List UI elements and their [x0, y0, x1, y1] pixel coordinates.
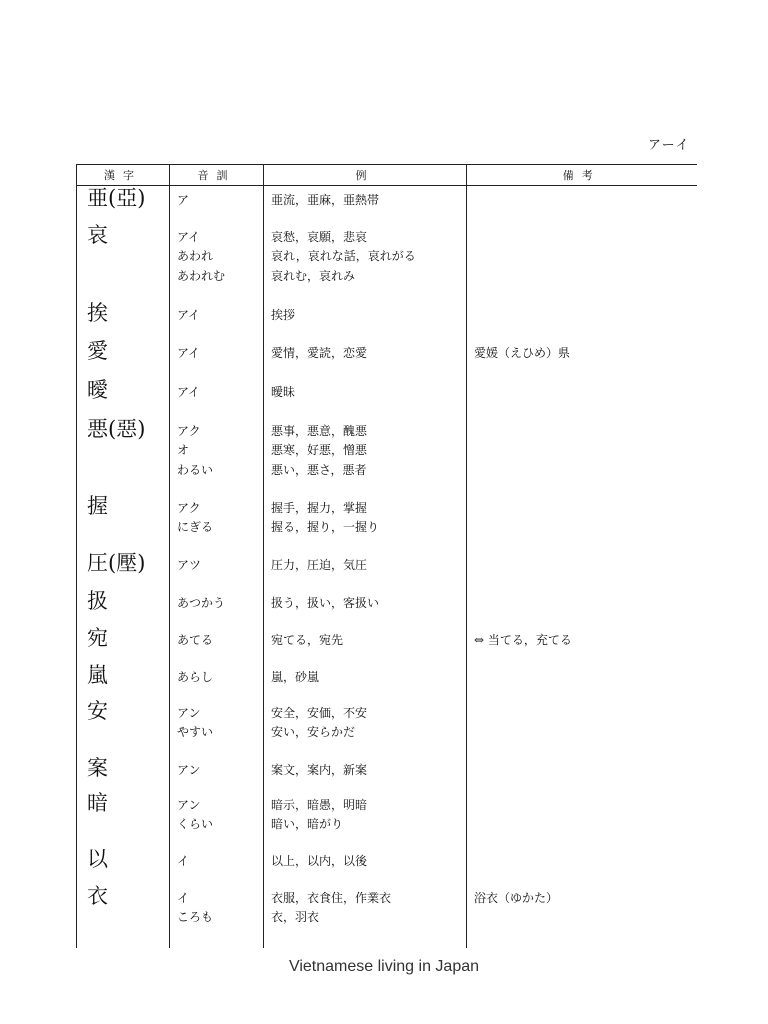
reading-cell: あらし — [170, 663, 264, 699]
table-header-row — [77, 165, 697, 186]
kanji-cell: 扱 — [77, 589, 170, 626]
notes-cell — [467, 791, 697, 847]
table-row — [77, 551, 697, 589]
examples-cell: 案文，案内，新案 — [264, 756, 467, 791]
column-header-reading: 音訓 — [170, 165, 264, 186]
kanji-cell: 圧(壓) — [77, 551, 170, 589]
kanji-cell: 嵐 — [77, 663, 170, 699]
reading-cell: あてる — [170, 626, 264, 663]
table-row — [77, 417, 697, 494]
reading-cell: あつかう — [170, 589, 264, 626]
notes-cell — [467, 223, 697, 301]
table-row — [77, 791, 697, 847]
notes-cell: 愛媛（えひめ）県 — [467, 339, 697, 378]
table-row — [77, 186, 697, 223]
notes-cell — [467, 551, 697, 589]
table-row — [77, 756, 697, 791]
reading-cell: イ ころも — [170, 884, 264, 948]
reading-cell: アク にぎる — [170, 494, 264, 551]
kanji-cell: 以 — [77, 847, 170, 884]
kanji-cell: 哀 — [77, 223, 170, 301]
reading-cell: ア — [170, 186, 264, 223]
table-row — [77, 589, 697, 626]
examples-cell: 哀愁，哀願，悲哀 哀れ，哀れな話，哀れがる 哀れむ，哀れみ — [264, 223, 467, 301]
notes-cell — [467, 756, 697, 791]
kanji-cell: 宛 — [77, 626, 170, 663]
reading-cell: アツ — [170, 551, 264, 589]
reading-cell: アン — [170, 756, 264, 791]
examples-cell: 悪事，悪意，醜悪 悪寒，好悪，憎悪 悪い，悪さ，悪者 — [264, 417, 467, 494]
table-row — [77, 847, 697, 884]
examples-cell: 握手，握力，掌握 握る，握り，一握り — [264, 494, 467, 551]
examples-cell: 嵐，砂嵐 — [264, 663, 467, 699]
kanji-cell: 握 — [77, 494, 170, 551]
kanji-cell: 悪(惡) — [77, 417, 170, 494]
examples-cell: 以上，以内，以後 — [264, 847, 467, 884]
examples-cell: 曖昧 — [264, 378, 467, 417]
table-row — [77, 663, 697, 699]
examples-cell: 暗示，暗愚，明暗 暗い，暗がり — [264, 791, 467, 847]
page-range-header: アーイ — [648, 138, 690, 153]
table-row — [77, 699, 697, 756]
table-row — [77, 626, 697, 663]
examples-cell: 衣服，衣食住，作業衣 衣，羽衣 — [264, 884, 467, 948]
examples-cell: 圧力，圧迫，気圧 — [264, 551, 467, 589]
examples-cell: 挨拶 — [264, 301, 467, 339]
kanji-cell: 亜(亞) — [77, 186, 170, 223]
reading-cell: イ — [170, 847, 264, 884]
examples-cell: 安全，安価，不安 安い，安らかだ — [264, 699, 467, 756]
reading-cell: アン やすい — [170, 699, 264, 756]
table-row — [77, 378, 697, 417]
table-row — [77, 494, 697, 551]
reading-cell: アク オ わるい — [170, 417, 264, 494]
notes-cell — [467, 186, 697, 223]
reading-cell: アイ あわれ あわれむ — [170, 223, 264, 301]
kanji-cell: 安 — [77, 699, 170, 756]
notes-cell: 浴衣（ゆかた） — [467, 884, 697, 948]
reading-cell: アイ — [170, 301, 264, 339]
kanji-cell: 案 — [77, 756, 170, 791]
table-row — [77, 223, 697, 301]
kanji-cell: 暗 — [77, 791, 170, 847]
kanji-cell: 衣 — [77, 884, 170, 948]
examples-cell: 亜流，亜麻，亜熱帯 — [264, 186, 467, 223]
table-row — [77, 884, 697, 948]
notes-cell — [467, 589, 697, 626]
footer-caption: Vietnamese living in Japan — [288, 958, 480, 975]
kanji-cell: 愛 — [77, 339, 170, 378]
notes-cell — [467, 847, 697, 884]
column-header-kanji: 漢字 — [77, 165, 170, 186]
kanji-cell: 曖 — [77, 378, 170, 417]
table-row — [77, 339, 697, 378]
notes-cell: ⇔ 当てる，充てる — [467, 626, 697, 663]
notes-cell — [467, 699, 697, 756]
column-header-notes: 備考 — [467, 165, 697, 186]
reading-cell: アイ — [170, 339, 264, 378]
notes-cell — [467, 417, 697, 494]
table-row — [77, 301, 697, 339]
notes-cell — [467, 663, 697, 699]
notes-cell — [467, 378, 697, 417]
notes-cell — [467, 301, 697, 339]
notes-cell — [467, 494, 697, 551]
reading-cell: アイ — [170, 378, 264, 417]
examples-cell: 愛情，愛読，恋愛 — [264, 339, 467, 378]
examples-cell: 宛てる，宛先 — [264, 626, 467, 663]
column-header-examples: 例 — [264, 165, 467, 186]
kanji-table — [76, 164, 697, 948]
reading-cell: アン くらい — [170, 791, 264, 847]
examples-cell: 扱う，扱い，客扱い — [264, 589, 467, 626]
kanji-cell: 挨 — [77, 301, 170, 339]
